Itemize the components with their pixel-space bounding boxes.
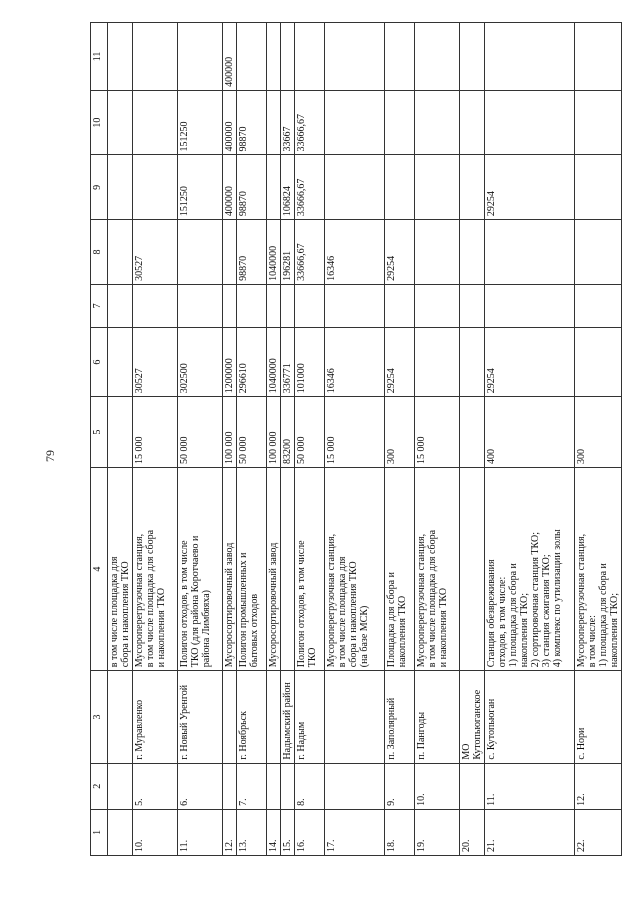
- table-cell-col4: Станция обезвреживания отходов, в том числе: 1) площадка для сбора и накопления ТКО; 2) сортировочная станция ТКО; 3) станция сжигания ТКО; 4) комплекс по утилизации золы: [485, 468, 575, 671]
- column-header: 1: [91, 809, 108, 855]
- table-row: [325, 23, 385, 856]
- table-cell-col9: [385, 155, 415, 220]
- table-cell-col9: [325, 155, 385, 220]
- table-cell-col5: 50 000: [295, 397, 325, 468]
- table-cell-col3: г. Ноябрьск: [237, 671, 267, 763]
- table-cell-col3: с. Кутопьюган: [485, 671, 575, 763]
- table-cell-col3: МО Кутопьюганское: [460, 671, 485, 763]
- table-cell-col9: 106824: [281, 155, 295, 220]
- table-cell-col5: 400: [485, 397, 575, 468]
- table-cell-col1: 15.: [281, 809, 295, 855]
- table-cell-col2: [460, 763, 485, 809]
- table-cell-col9: [575, 155, 622, 220]
- table-cell-col4: Мусороперегрузочная станция, в том числе площадка для сбора и накопления ТКО: [133, 468, 178, 671]
- table-cell-col6: 16346: [325, 327, 385, 396]
- table-cell-col11: [267, 23, 281, 91]
- column-header: 8: [91, 220, 108, 285]
- table-row: [178, 23, 223, 856]
- table-cell-col5: [108, 397, 133, 468]
- table-row: [575, 23, 622, 856]
- table-cell-col3: г. Муравленко: [133, 671, 178, 763]
- table-cell-col3: п. Заполярный: [385, 671, 415, 763]
- table-cell-col10: [575, 90, 622, 155]
- table-cell-col4: Мусороперегрузочная станция, в том числе площадка для сбора и накопления ТКО: [415, 468, 460, 671]
- table-cell-col11: [178, 23, 223, 91]
- table-cell-col9: [108, 155, 133, 220]
- table-cell-col7: [575, 284, 622, 327]
- table-cell-col8: 196281: [281, 220, 295, 285]
- table-cell-col5: 300: [385, 397, 415, 468]
- table-cell-col6: 1200000: [223, 327, 237, 396]
- table-cell-col4: Мусороперегрузочная станция, в том числе: 1) площадка для сбора и накопления ТКО;: [575, 468, 622, 671]
- table-cell-col2: 7.: [237, 763, 267, 809]
- table-cell-col2: [281, 763, 295, 809]
- header-row: [91, 23, 108, 856]
- table-cell-col8: 98870: [237, 220, 267, 285]
- table-cell-col4: Полигон отходов, в том числе ТКО: [295, 468, 325, 671]
- table-cell-col8: [178, 220, 223, 285]
- table-cell-col2: 6.: [178, 763, 223, 809]
- table-cell-col6: 29254: [385, 327, 415, 396]
- table-cell-col9: 400000: [223, 155, 237, 220]
- table-cell-col8: [460, 220, 485, 285]
- table-cell-col2: [267, 763, 281, 809]
- table-cell-col10: 33666,67: [295, 90, 325, 155]
- table-cell-col1: 19.: [415, 809, 460, 855]
- table-cell-col4: Площадка для сбора и накопления ТКО: [385, 468, 415, 671]
- column-header: 4: [91, 468, 108, 671]
- table-cell-col5: 15 000: [133, 397, 178, 468]
- table-cell-col4: [460, 468, 485, 671]
- table-cell-col6: [415, 327, 460, 396]
- table-row: [460, 23, 485, 856]
- column-header: 2: [91, 763, 108, 809]
- table-cell-col6: [575, 327, 622, 396]
- table-row: [237, 23, 267, 856]
- table-cell-col7: [415, 284, 460, 327]
- table-cell-col6: 302500: [178, 327, 223, 396]
- table-cell-col9: 98870: [237, 155, 267, 220]
- table-cell-col7: [237, 284, 267, 327]
- table-cell-col11: [385, 23, 415, 91]
- table-cell-col8: 1040000: [267, 220, 281, 285]
- table-cell-col11: 400000: [223, 23, 237, 91]
- table-cell-col4: в том числе площадка для сбора и накопления ТКО: [108, 468, 133, 671]
- table-cell-col4: Полигон отходов, в том числе ТКО (для района Коротчаево и района Лимбяяха): [178, 468, 223, 671]
- table-cell-col11: [485, 23, 575, 91]
- table-cell-col6: 101000: [295, 327, 325, 396]
- table-cell-col7: [281, 284, 295, 327]
- table-cell-col4: Мусоросортировочный завод: [267, 468, 281, 671]
- table-cell-col7: [325, 284, 385, 327]
- table-cell-col11: [575, 23, 622, 91]
- table-cell-col1: [108, 809, 133, 855]
- table-cell-col3: г. Новый Уренгой: [178, 671, 223, 763]
- table-cell-col9: [415, 155, 460, 220]
- table-cell-col5: 300: [575, 397, 622, 468]
- table-cell-col5: 15 000: [325, 397, 385, 468]
- table-cell-col7: [178, 284, 223, 327]
- table-row: [485, 23, 575, 856]
- table-cell-col7: [485, 284, 575, 327]
- table-cell-col2: 5.: [133, 763, 178, 809]
- column-header: 7: [91, 284, 108, 327]
- table-cell-col11: [108, 23, 133, 91]
- table-cell-col10: [267, 90, 281, 155]
- table-cell-col11: [460, 23, 485, 91]
- table-cell-col5: 83200: [281, 397, 295, 468]
- table-row: [133, 23, 178, 856]
- table-cell-col7: [223, 284, 237, 327]
- table-cell-col10: 151250: [178, 90, 223, 155]
- table-cell-col1: 16.: [295, 809, 325, 855]
- table-cell-col3: с. Нори: [575, 671, 622, 763]
- table-cell-col8: 29254: [385, 220, 415, 285]
- table-cell-col10: 33667: [281, 90, 295, 155]
- table-row: [295, 23, 325, 856]
- table-cell-col7: [267, 284, 281, 327]
- table-cell-col8: [415, 220, 460, 285]
- table-cell-col11: [237, 23, 267, 91]
- table-cell-col1: 11.: [178, 809, 223, 855]
- table-cell-col6: 29254: [485, 327, 575, 396]
- table-row: [108, 23, 133, 856]
- table-cell-col3: [223, 671, 237, 763]
- table-cell-col1: 17.: [325, 809, 385, 855]
- table-cell-col11: [281, 23, 295, 91]
- table-cell-col10: 98870: [237, 90, 267, 155]
- column-header: 9: [91, 155, 108, 220]
- table-cell-col2: [223, 763, 237, 809]
- table-cell-col6: [108, 327, 133, 396]
- table-row: [281, 23, 295, 856]
- table-row: [267, 23, 281, 856]
- table-cell-col8: [485, 220, 575, 285]
- table-cell-col1: 20.: [460, 809, 485, 855]
- table-cell-col3: Надымский район: [281, 671, 295, 763]
- table-container: [90, 22, 620, 856]
- table-cell-col10: [460, 90, 485, 155]
- table-cell-col7: [108, 284, 133, 327]
- table-cell-col3: п. Пангоды: [415, 671, 460, 763]
- table-cell-col11: [295, 23, 325, 91]
- table-cell-col5: 50 000: [237, 397, 267, 468]
- table-cell-col6: 30527: [133, 327, 178, 396]
- table-cell-col4: [281, 468, 295, 671]
- table-cell-col10: [485, 90, 575, 155]
- table-cell-col9: 151250: [178, 155, 223, 220]
- table-cell-col11: [325, 23, 385, 91]
- table-cell-col6: 296610: [237, 327, 267, 396]
- table-cell-col9: 33666,67: [295, 155, 325, 220]
- column-header: 3: [91, 671, 108, 763]
- table-cell-col6: [460, 327, 485, 396]
- table-cell-col6: 1040000: [267, 327, 281, 396]
- table-cell-col1: 21.: [485, 809, 575, 855]
- table-cell-col3: г. Надым: [295, 671, 325, 763]
- table-cell-col4: Мусоросортировочный завод: [223, 468, 237, 671]
- column-header: 5: [91, 397, 108, 468]
- table-row: [415, 23, 460, 856]
- table-cell-col1: 22.: [575, 809, 622, 855]
- table-cell-col2: 9.: [385, 763, 415, 809]
- table-cell-col4: Мусороперегрузочная станция, в том числе площадка для сбора и накопления ТКО (на базе МСК): [325, 468, 385, 671]
- table-cell-col9: [267, 155, 281, 220]
- data-table: [90, 22, 622, 856]
- table-cell-col4: Полигон промышленных и бытовых отходов: [237, 468, 267, 671]
- table-cell-col8: [108, 220, 133, 285]
- table-cell-col1: 13.: [237, 809, 267, 855]
- table-cell-col7: [385, 284, 415, 327]
- table-cell-col10: [385, 90, 415, 155]
- table-cell-col11: [133, 23, 178, 91]
- table-cell-col2: 12.: [575, 763, 622, 809]
- table-cell-col9: 29254: [485, 155, 575, 220]
- table-cell-col3: [325, 671, 385, 763]
- table-cell-col8: 30527: [133, 220, 178, 285]
- table-cell-col3: [108, 671, 133, 763]
- page-number: 79: [43, 450, 57, 462]
- table-cell-col7: [133, 284, 178, 327]
- table-cell-col5: 100 000: [223, 397, 237, 468]
- table-cell-col9: [133, 155, 178, 220]
- table-cell-col11: [415, 23, 460, 91]
- table-cell-col2: 8.: [295, 763, 325, 809]
- table-cell-col10: [108, 90, 133, 155]
- table-cell-col10: 400000: [223, 90, 237, 155]
- column-header: 10: [91, 90, 108, 155]
- table-cell-col6: 336771: [281, 327, 295, 396]
- column-header: 11: [91, 23, 108, 91]
- table-cell-col5: 100 000: [267, 397, 281, 468]
- table-cell-col8: 33666,67: [295, 220, 325, 285]
- table-body: [108, 23, 622, 856]
- table-cell-col2: [325, 763, 385, 809]
- table-cell-col10: [325, 90, 385, 155]
- table-cell-col2: 11.: [485, 763, 575, 809]
- table-cell-col7: [460, 284, 485, 327]
- table-cell-col5: [460, 397, 485, 468]
- table-cell-col8: [223, 220, 237, 285]
- table-cell-col1: 14.: [267, 809, 281, 855]
- table-cell-col1: 10.: [133, 809, 178, 855]
- table-row: [385, 23, 415, 856]
- table-cell-col5: 50 000: [178, 397, 223, 468]
- table-row: [223, 23, 237, 856]
- table-cell-col2: 10.: [415, 763, 460, 809]
- table-cell-col3: [267, 671, 281, 763]
- table-cell-col1: 12.: [223, 809, 237, 855]
- table-cell-col7: [295, 284, 325, 327]
- table-cell-col2: [108, 763, 133, 809]
- table-cell-col8: 16346: [325, 220, 385, 285]
- table-cell-col5: 15 000: [415, 397, 460, 468]
- table-cell-col10: [133, 90, 178, 155]
- table-cell-col10: [415, 90, 460, 155]
- table-cell-col1: 18.: [385, 809, 415, 855]
- table-cell-col8: [575, 220, 622, 285]
- table-cell-col9: [460, 155, 485, 220]
- column-header: 6: [91, 327, 108, 396]
